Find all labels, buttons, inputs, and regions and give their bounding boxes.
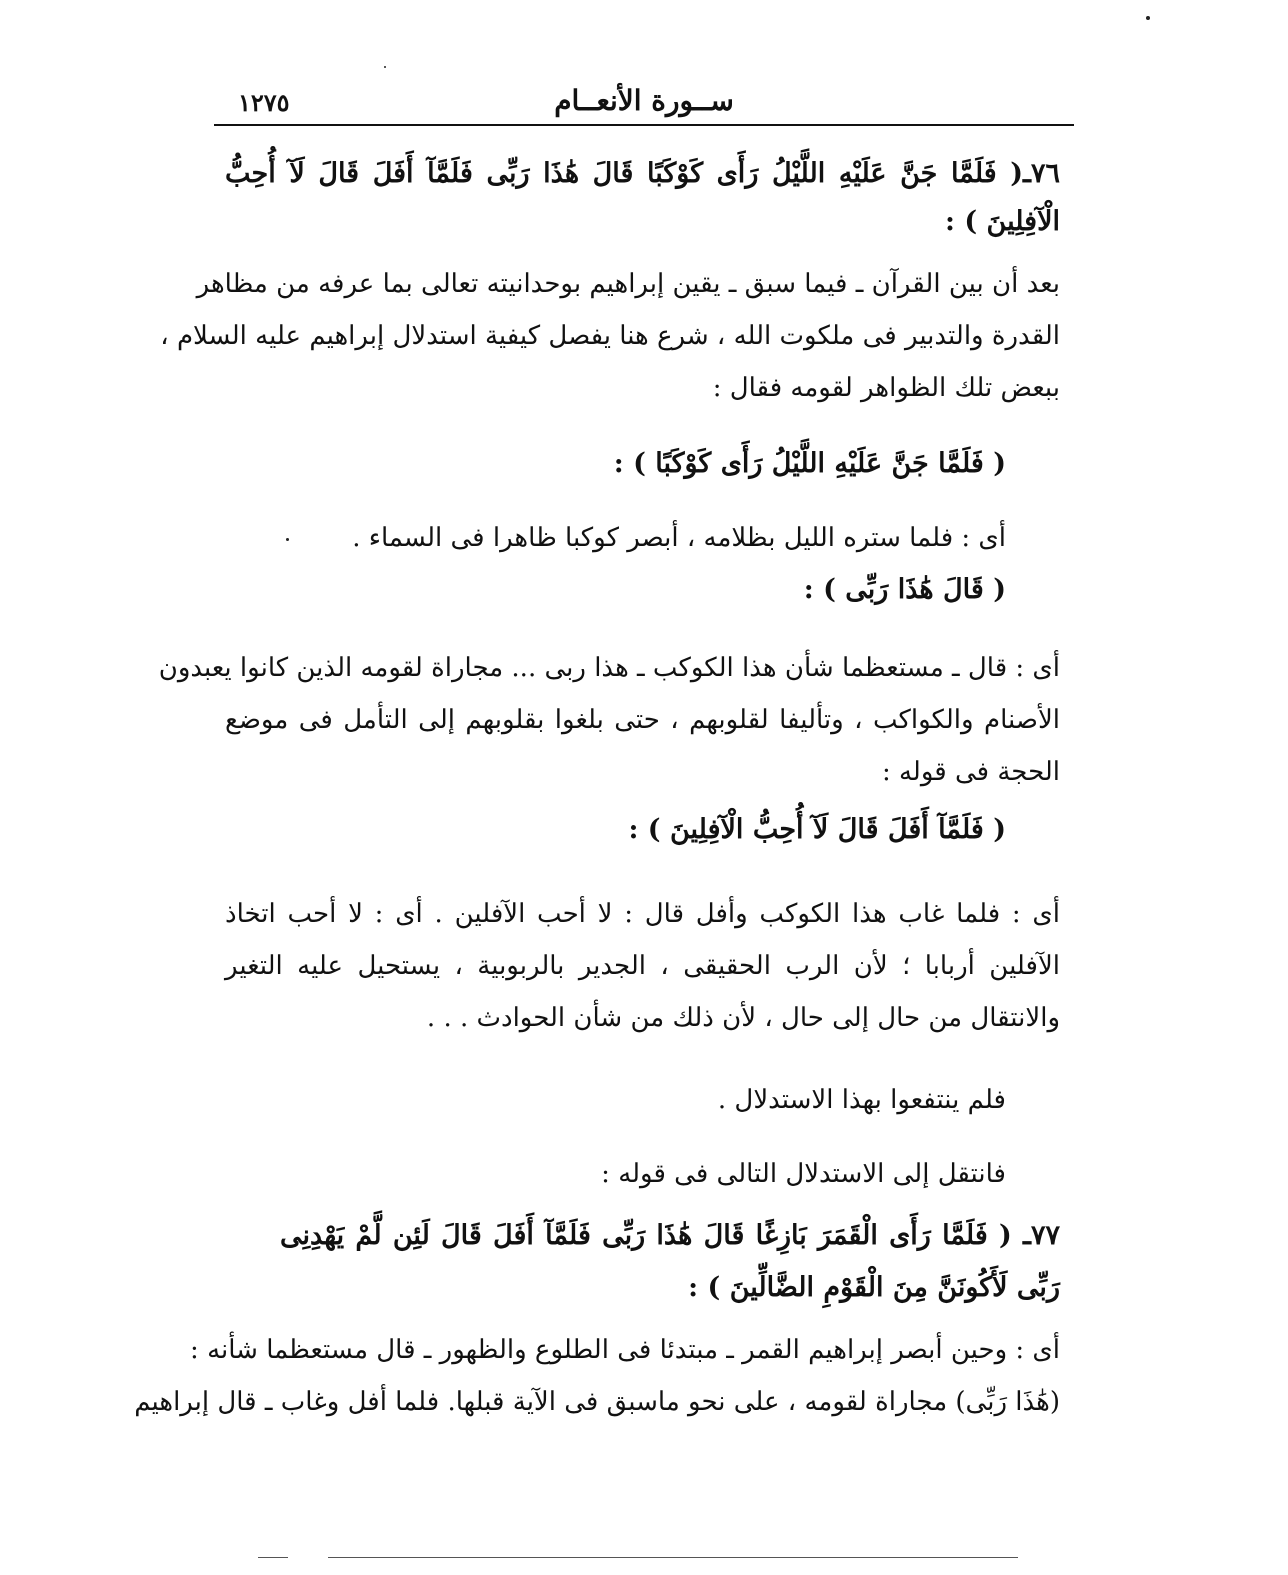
verse-77-line-1: ٧٧ـ ( فَلَمَّا رَأَى الْقَمَرَ بَازِغًا قَالَ هَٰذَا رَبِّى فَلَمَّآ أَفَلَ قَالَ لَئِن لَّمْ يَهْدِنِى (280, 1220, 1060, 1251)
paragraph-1-line-3: ببعض تلك الظواهر لقومه فقال : (712, 373, 1060, 403)
footer-rule-long (328, 1557, 1018, 1558)
page-header (214, 80, 1074, 124)
paragraph-1-line-2: القدرة والتدبير فى ملكوت الله ، شرع هنا يفصل كيفية استدلال إبراهيم عليه السلام ، (160, 321, 1060, 351)
paragraph-5: فلم ينتفعوا بهذا الاستدلال . (717, 1085, 1006, 1115)
verse-77-line-2: رَبِّى لَأَكُونَنَّ مِنَ الْقَوْمِ الضَّالِّينَ ) : (688, 1272, 1060, 1303)
paragraph-2: أى : فلما ستره الليل بظلامه ، أبصر كوكبا ظاهرا فى السماء . (352, 523, 1006, 553)
verse-76-line-2: الْآفِلِينَ ) : (945, 206, 1060, 237)
quote-1: ( فَلَمَّا جَنَّ عَلَيْهِ اللَّيْلُ رَأَى كَوْكَبًا ) : (613, 448, 1006, 479)
page-number: ١٢٧٥ (238, 88, 290, 117)
header-rule (214, 124, 1074, 126)
paragraph-7-line-2: (هَٰذَا رَبِّى) مجاراة لقومه ، على نحو ماسبق فى الآية قبلها. فلما أفل وغاب ـ قال إبراهيم (134, 1387, 1060, 1417)
paragraph-4-line-2: الآفلين أربابا ؛ لأن الرب الحقيقى ، الجدير بالربوبية ، يستحيل عليه التغير (225, 951, 1060, 981)
quote-3: ( فَلَمَّآ أَفَلَ قَالَ لَآ أُحِبُّ الْآفِلِينَ ) : (628, 814, 1006, 845)
surah-title: ســورة الأنعــام (554, 84, 734, 117)
paragraph-6: فانتقل إلى الاستدلال التالى فى قوله : (601, 1159, 1006, 1189)
scan-speck (384, 66, 386, 68)
paragraph-4-line-3: والانتقال من حال إلى حال ، لأن ذلك من شأن الحوادث . . . (426, 1003, 1060, 1033)
paragraph-4-line-1: أى : فلما غاب هذا الكوكب وأفل قال : لا أحب الآفلين . أى : لا أحب اتخاذ (225, 899, 1060, 929)
paragraph-3-line-3: الحجة فى قوله : (881, 757, 1060, 787)
paragraph-1-line-1: بعد أن بين القرآن ـ فيما سبق ـ يقين إبراهيم بوحدانيته تعالى بما عرفه من مظاهر (196, 269, 1060, 299)
paragraph-3-line-2: الأصنام والكواكب ، وتأليفا لقلوبهم ، حتى بلغوا بقلوبهم إلى التأمل فى موضع (225, 705, 1060, 735)
scan-speck (1146, 16, 1150, 20)
scan-speck (286, 538, 289, 541)
quote-2: ( قَالَ هَٰذَا رَبِّى ) : (803, 574, 1006, 605)
verse-76-line-1: ٧٦ـ( فَلَمَّا جَنَّ عَلَيْهِ اللَّيْلُ رَأَى كَوْكَبًا قَالَ هَٰذَا رَبِّى فَلَمَّآ أَفَلَ قَالَ لَآ أُحِبُّ (225, 158, 1060, 189)
paragraph-3-line-1: أى : قال ـ مستعظما شأن هذا الكوكب ـ هذا ربى ... مجاراة لقومه الذين كانوا يعبدون (158, 653, 1060, 683)
footer-rule-short (258, 1557, 288, 1558)
paragraph-7-line-1: أى : وحين أبصر إبراهيم القمر ـ مبتدئا فى الطلوع والظهور ـ قال مستعظما شأنه : (190, 1335, 1060, 1365)
